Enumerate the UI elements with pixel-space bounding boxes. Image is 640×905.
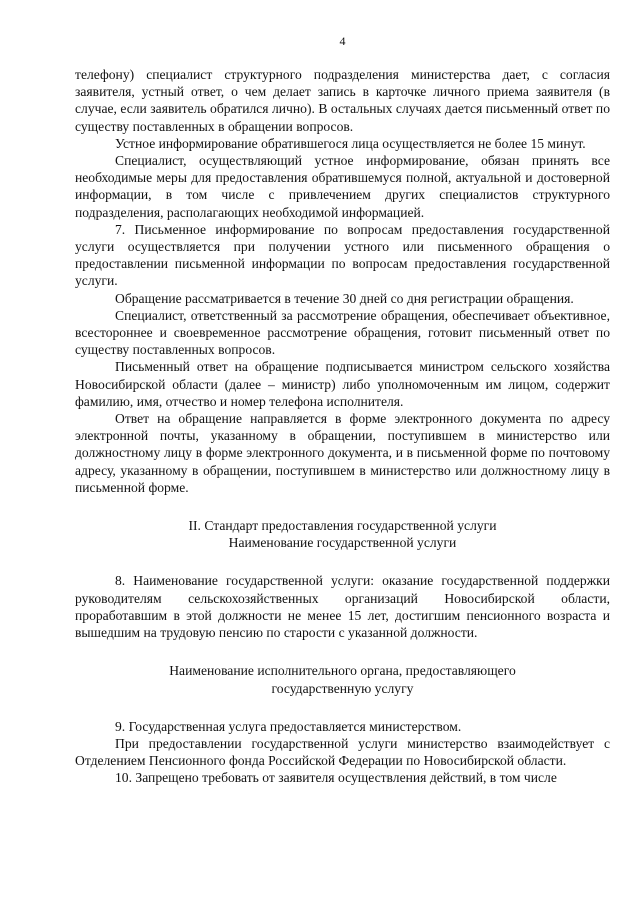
paragraph-prohibition: 10. Запрещено требовать от заявителя осуществления действий, в том числе [115,770,557,786]
section-heading-line2: Наименование государственной услуги [228,535,457,551]
paragraph-answer-signature: Письменный ответ на обращение подписывается министром сельского хозяйства Новосибирской области (далее – министр) либо уполномоченным им лицом, содержит фамилию, имя, отчество и номер телефона исполнителя. [75,359,610,409]
section-heading-line1: II. Стандарт предоставления государственной услуги [188,518,497,534]
subheading-line1: Наименование исполнительного органа, предоставляющего [169,663,516,679]
paragraph-responsible-specialist: Специалист, ответственный за рассмотрение обращения, обеспечивает объективное, всестороннее и своевременное рассмотрение обращения, готовит письменный ответ по существу поставленных вопросов. [75,307,610,358]
paragraph-interaction: При предоставлении государственной услуги министерство взаимодействует с Отделением Пенсионного фонда Российской Федерации по Новосибирской области. [75,735,610,769]
page-number: 4 [339,34,346,48]
paragraph-answer-delivery: Ответ на обращение направляется в форме электронного документа по адресу электронной почты, указанному в обращении, поступившем в министерство или должностному лицу в форме электронного документа, и в письменной форме по почтовому адресу, указанному в обращении, поступившем в министерство или должностному лицу в письменной форме. [75,411,610,495]
paragraph-review-period: Обращение рассматривается в течение 30 дней со дня регистрации обращения. [115,290,574,306]
paragraph-specialist-duty: Специалист, осуществляющий устное информирование, обязан принять все необходимые меры для предоставления обратившемуся полной, актуальной и достоверной информации, в том числе с привлечением других специалистов структурного подразделения, располагающих необходимой информацией. [75,153,610,220]
paragraph-provider: 9. Государственная услуга предоставляется министерством. [115,718,462,734]
subheading-line2: государственную услугу [271,680,414,696]
paragraph-service-name: 8. Наименование государственной услуги: оказание государственной поддержки руководителям сельскохозяйственных организаций Новосибирской области, проработавшим в этой должности не менее 15 лет, достигшим пенсионного возраста и вышедшим на трудовую пенсию по старости с указанной должности. [75,573,610,641]
paragraph-oral-duration: Устное информирование обратившегося лица осуществляется не более 15 минут. [115,135,586,151]
paragraph-continuation: телефону) специалист структурного подразделения министерства дает, с согласия заявителя, устный ответ, о чем делает запись в карточке личного приема заявителя (в случае, если заявитель обратился лично). В остальных случаях дается письменный ответ по существу поставленных в обращении вопросов. [75,67,610,134]
paragraph-written-info: 7. Письменное информирование по вопросам предоставления государственной услуги осуществляется при получении устного или письменного обращения о предоставлении письменной информации по вопросам предоставления государственной услуги. [75,221,610,289]
